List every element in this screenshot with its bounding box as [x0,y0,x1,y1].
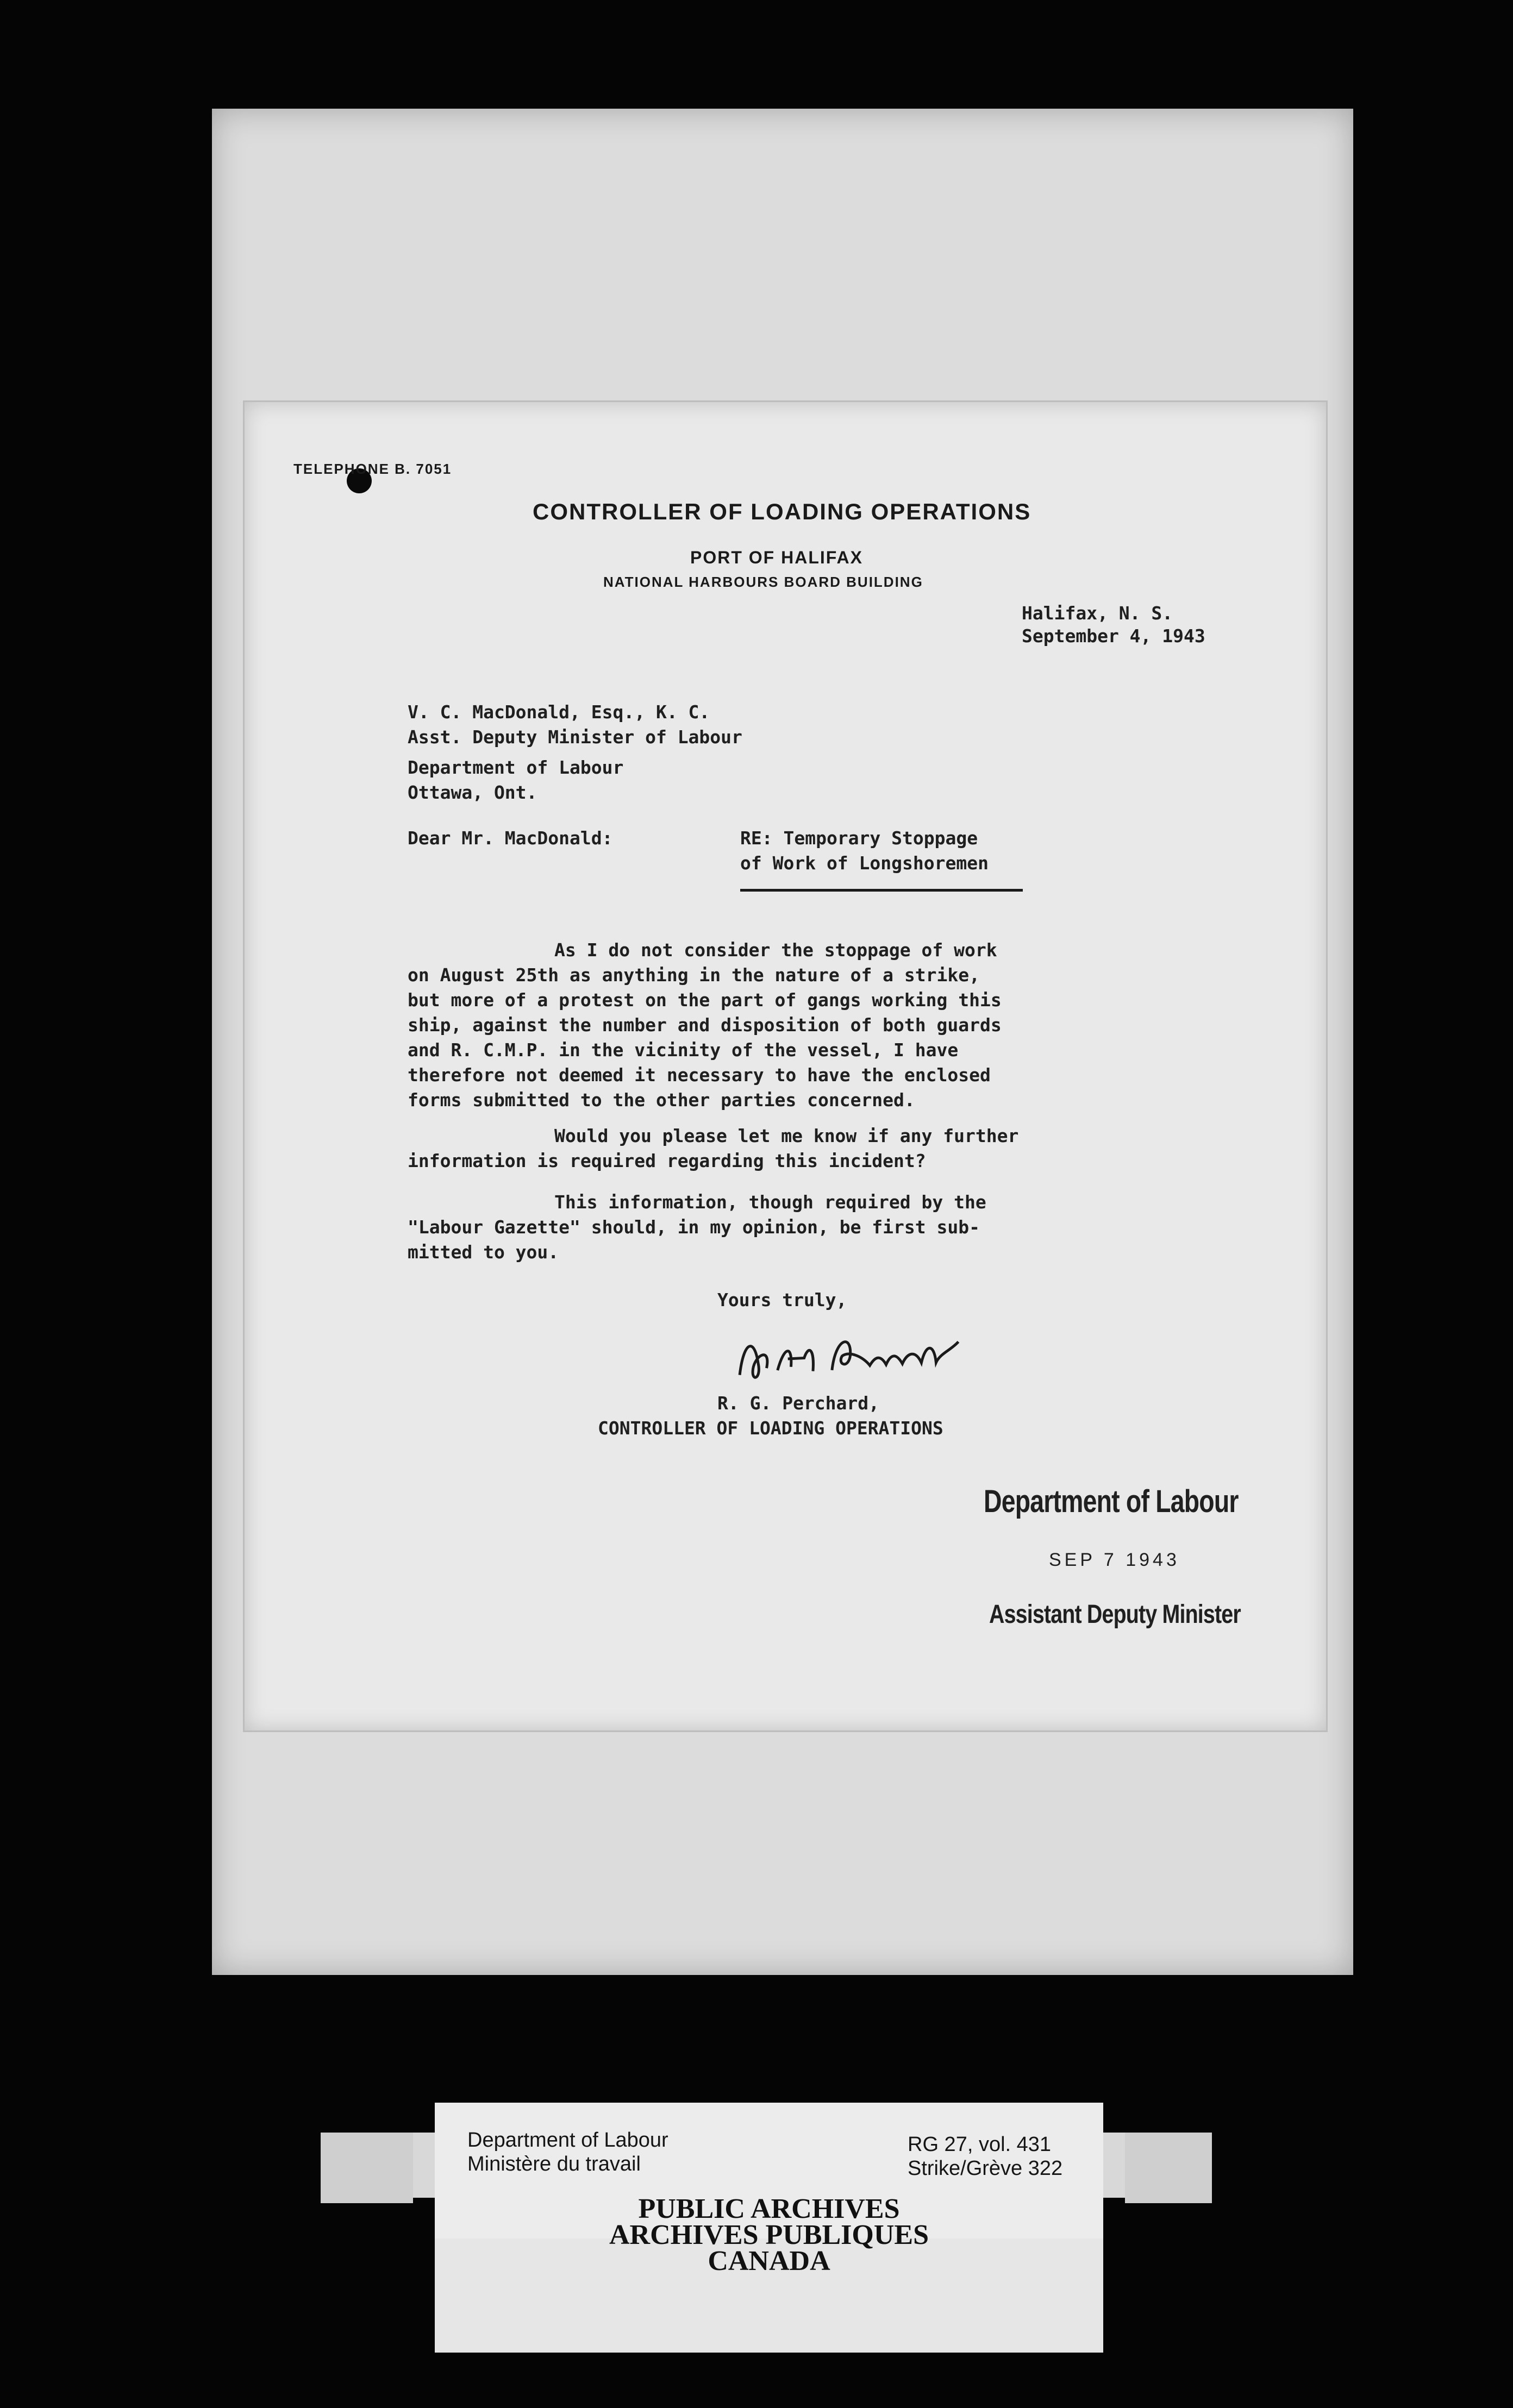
label-dept-en: Department of Labour [467,2129,668,2152]
letterhead-building: NATIONAL HARBOURS BOARD BUILDING [603,574,923,590]
signatory-name: R. G. Perchard, [717,1393,880,1414]
archive-stamp-area [435,2193,1103,2353]
letterhead-office: CONTROLLER OF LOADING OPERATIONS [533,499,1031,524]
handwritten-signature [732,1320,969,1401]
body-line: Would you please let me know if any further [554,1125,1019,1146]
subject-underline [740,889,1023,892]
body-line: therefore not deemed it necessary to have the enclosed [408,1064,991,1086]
recipient-line: Ottawa, Ont. [408,782,537,803]
archives-country: CANADA [708,2246,830,2277]
stamp-date: SEP 7 1943 [1049,1550,1180,1570]
salutation: Dear Mr. MacDonald: [408,827,613,849]
telephone-number: TELEPHONE B. 7051 [293,461,452,477]
label-file: Strike/Grève 322 [908,2157,1063,2180]
label-clip-right [1125,2133,1212,2203]
letter [245,402,1326,1730]
signatory-title: CONTROLLER OF LOADING OPERATIONS [598,1418,943,1439]
dateline-date: September 4, 1943 [1022,625,1205,647]
recipient-block [408,700,742,805]
body-paragraph-3 [408,1190,986,1265]
body-line: on August 25th as anything in the nature of a strike, [408,964,980,986]
letterhead-port: PORT OF HALIFAX [690,548,863,567]
body-line: "Labour Gazette" should, in my opinion, be first sub- [408,1216,980,1238]
body-line: As I do not consider the stoppage of work [554,939,997,961]
body-paragraph-2 [408,1124,1018,1174]
body-line: and R. C.M.P. in the vicinity of the vessel, I have [408,1039,959,1061]
body-line: forms submitted to the other parties concerned. [408,1089,915,1111]
body-line: information is required regarding this incident? [408,1150,926,1171]
dateline-place: Halifax, N. S. [1022,603,1173,624]
body-line: ship, against the number and disposition of both guards [408,1014,1002,1036]
body-paragraph-1 [408,938,1002,1113]
body-line: mitted to you. [408,1241,559,1263]
body-line: but more of a protest on the part of gangs working this [408,989,1002,1011]
subject-block [740,826,989,876]
archives-en: PUBLIC ARCHIVES [638,2193,900,2224]
stamp-office: Assistant Deputy Minister [989,1600,1241,1629]
recipient-line: Department of Labour [408,757,624,778]
subject-line: RE: Temporary Stoppage [740,827,978,849]
body-line: This information, though required by the [554,1192,986,1213]
stamp-department: Department of Labour [984,1484,1239,1519]
label-reference: RG 27, vol. 431 [908,2133,1052,2156]
recipient-line: Asst. Deputy Minister of Labour [408,726,742,748]
complimentary-close: Yours truly, [717,1289,847,1310]
recipient-line: V. C. MacDonald, Esq., K. C. [408,701,710,723]
label-dept-fr: Ministère du travail [467,2153,641,2175]
label-clip-left [321,2133,413,2203]
signature-scribble [732,1320,968,1391]
subject-line: of Work of Longshoremen [740,852,989,874]
archives-fr: ARCHIVES PUBLIQUES [609,2219,929,2250]
